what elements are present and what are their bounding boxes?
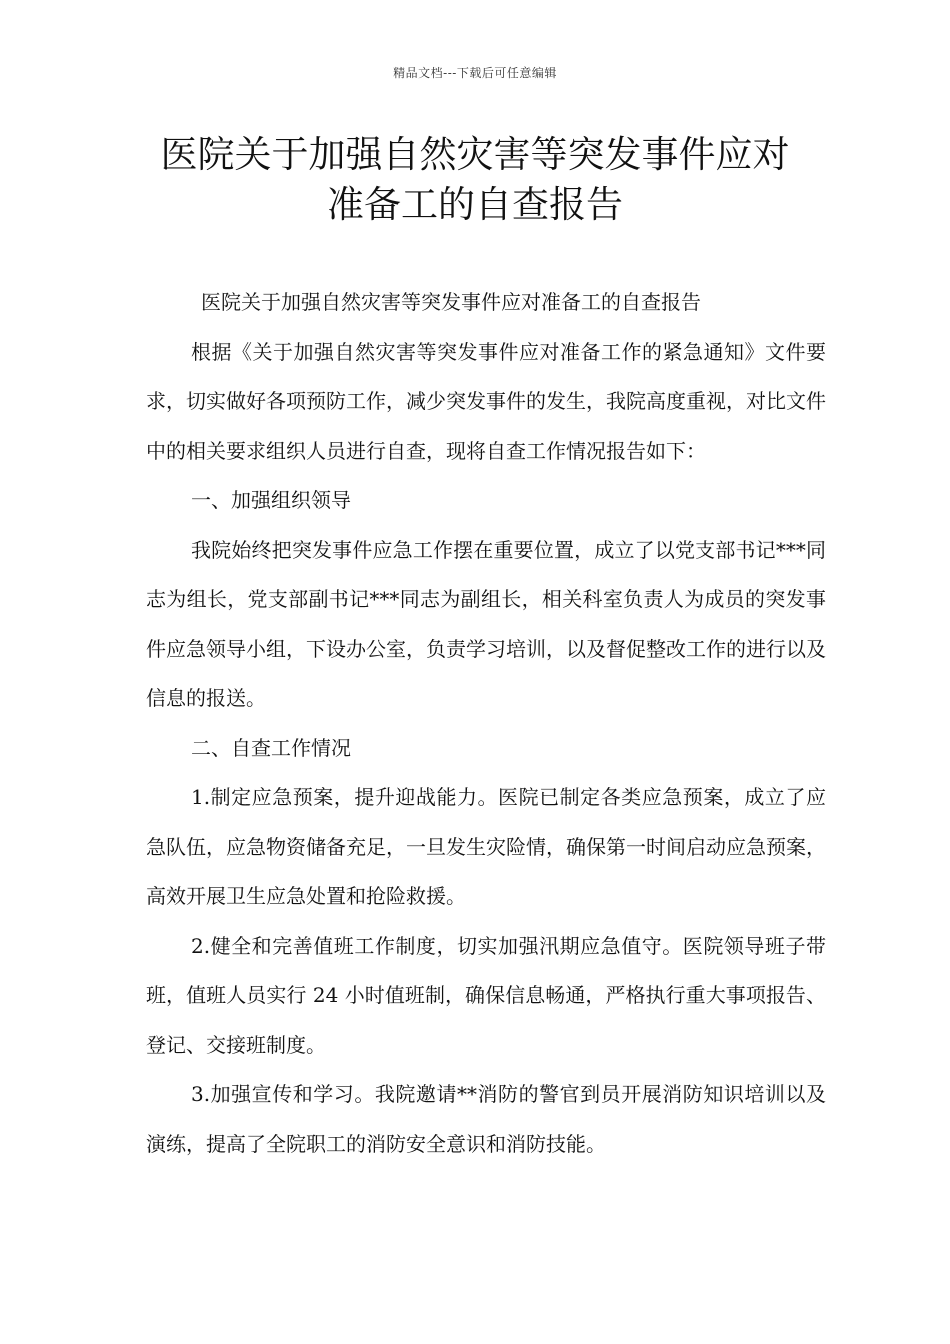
section-1-paragraph: 我院始终把突发事件应急工作摆在重要位置，成立了以党支部书记***同志为组长，党支部副书记***同志为副组长，相关科室负责人为成员的突发事件应急领导小组，下设办公室，负责学习培训，以及督促整改工作的进行以及信息的报送。: [146, 537, 826, 710]
document-body: [146, 278, 826, 1169]
section-1-heading: 一、加强组织领导: [191, 488, 351, 512]
item-2-paragraph: 2.健全和完善值班工作制度，切实加强汛期应急值守。医院领导班子带班，值班人员实行 24 小时值班制，确保信息畅通，严格执行重大事项报告、登记、交接班制度。: [146, 933, 826, 1057]
page-header-note: 精品文档---下载后可任意编辑: [393, 66, 557, 80]
document-title: [60, 130, 890, 230]
item-3-paragraph: 3.加强宣传和学习。我院邀请**消防的警官到员开展消防知识培训以及演练，提高了全院职工的消防安全意识和消防技能。: [146, 1082, 826, 1156]
document-title-line-2: 准备工的自查报告: [327, 183, 623, 226]
item-1-paragraph: 1.制定应急预案，提升迎战能力。医院已制定各类应急预案，成立了应急队伍，应急物资储备充足，一旦发生灾险情，确保第一时间启动应急预案，高效开展卫生应急处置和抢险救援。: [146, 785, 826, 908]
intro-paragraph: 根据《关于加强自然灾害等突发事件应对准备工作的紧急通知》文件要求，切实做好各项预防工作，减少突发事件的发生，我院高度重视，对比文件中的相关要求组织人员进行自查，现将自查工作情况报告如下：: [146, 339, 826, 463]
document-title-line-1: 医院关于加强自然灾害等突发事件应对: [160, 133, 790, 176]
document-subtitle: 医院关于加强自然灾害等突发事件应对准备工的自查报告: [201, 290, 701, 314]
section-2-heading: 二、自查工作情况: [191, 735, 351, 760]
